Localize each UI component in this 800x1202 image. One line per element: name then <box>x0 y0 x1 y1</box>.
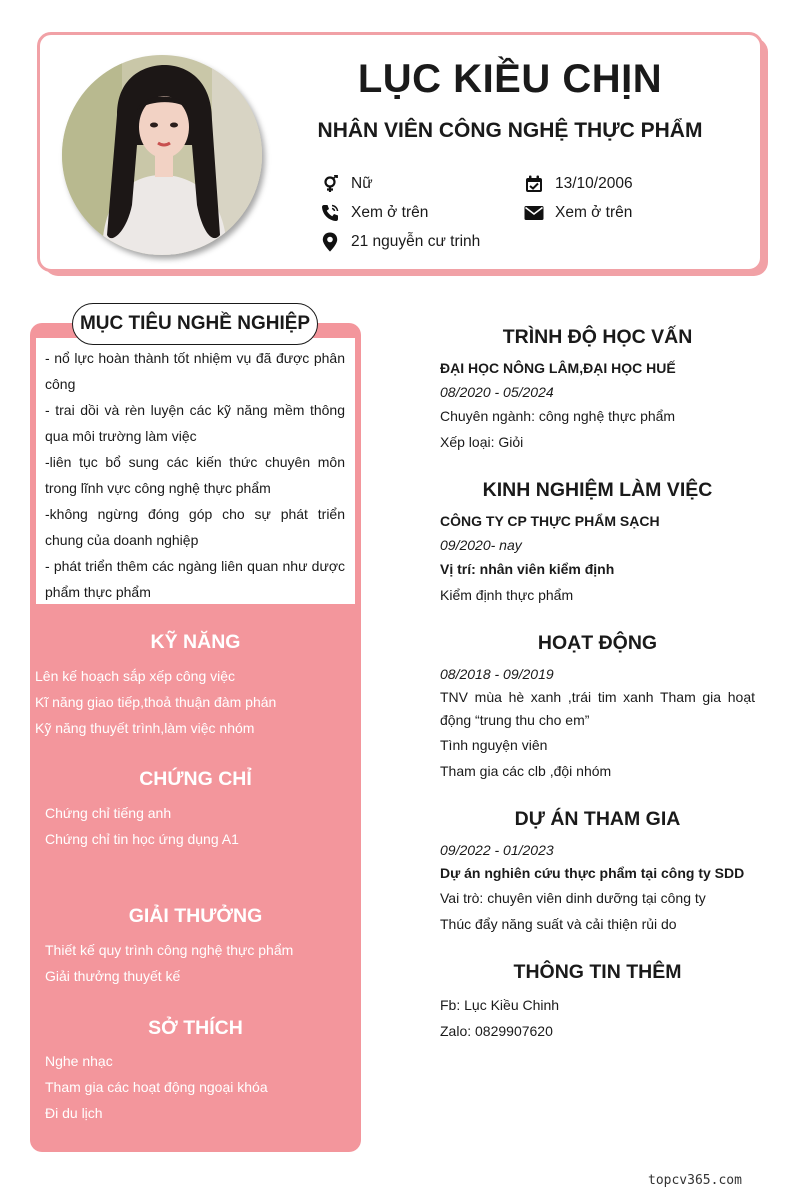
experience-position: Vị trí: nhân viên kiểm định <box>440 561 615 577</box>
activities-period: 08/2018 - 09/2019 <box>440 666 554 682</box>
education-major: Chuyên ngành: công nghệ thực phẩm <box>440 408 676 424</box>
project-name: Dự án nghiên cứu thực phẩm tại công ty SDD <box>440 865 745 881</box>
skill-item: Lên kế hoạch sắp xếp công việc <box>35 668 236 684</box>
hobby-item: Nghe nhạc <box>45 1053 113 1069</box>
email-value: Xem ở trên <box>555 204 633 221</box>
job-title: NHÂN VIÊN CÔNG NGHỆ THỰC PHẨM <box>317 119 703 142</box>
birthdate-info <box>524 174 633 194</box>
education-period: 08/2020 - 05/2024 <box>440 384 554 400</box>
experience-description: Kiểm định thực phẩm <box>440 587 574 603</box>
address-info <box>320 232 480 252</box>
hobby-item: Tham gia các hoạt động ngoại khóa <box>45 1079 268 1095</box>
hobby-item: Đi du lịch <box>45 1105 103 1121</box>
certificate-item: Chứng chỉ tiếng anh <box>45 805 172 821</box>
phone-value: Xem ở trên <box>351 204 429 221</box>
award-item: Giải thưởng thuyết kế <box>45 968 181 984</box>
activities-line: Tham gia các clb ,đội nhóm <box>440 763 612 779</box>
hobbies-title: SỞ THÍCH <box>148 1017 243 1039</box>
gender-value: Nữ <box>351 175 373 192</box>
skill-item: Kỹ năng thuyết trình,làm việc nhóm <box>35 720 255 736</box>
experience-company: CÔNG TY CP THỰC PHẨM SẠCH <box>440 513 660 529</box>
project-description: Thúc đẩy năng suất và cải thiện rủi do <box>440 916 677 932</box>
phone-icon <box>320 203 340 223</box>
certificates-title: CHỨNG CHỈ <box>139 768 252 790</box>
objective-line: -không ngừng đóng góp cho sự phát triển chung của doanh nghiệp <box>45 506 345 548</box>
education-title: TRÌNH ĐỘ HỌC VẤN <box>502 326 693 348</box>
education-school: ĐẠI HỌC NÔNG LÂM,ĐẠI HỌC HUẾ <box>440 360 676 376</box>
career-objective-text <box>45 345 345 605</box>
header-card <box>37 32 763 272</box>
experience-period: 09/2020- nay <box>440 537 522 553</box>
activities-line: Tình nguyện viên <box>440 737 548 753</box>
gender-info <box>320 174 373 194</box>
activities-line: TNV mùa hè xanh ,trái tim xanh Tham gia hoạt động “trung thu cho em” <box>440 689 755 728</box>
award-item: Thiết kế quy trình công nghệ thực phẩm <box>45 942 294 958</box>
zalo-contact: Zalo: 0829907620 <box>440 1023 553 1039</box>
objective-line: -liên tục bổ sung các kiến thức chuyên môn trong lĩnh vực công nghệ thực phẩm <box>45 454 345 496</box>
education-rank: Xếp loại: Giỏi <box>440 434 524 450</box>
facebook-contact: Fb: Lục Kiều Chinh <box>440 997 560 1013</box>
objective-line: - nổ lực hoàn thành tốt nhiệm vụ đã được phân công <box>45 350 345 392</box>
experience-title: KINH NGHIỆM LÀM VIỆC <box>482 479 713 501</box>
skill-item: Kĩ năng giao tiếp,thoả thuận đàm phán <box>35 694 277 710</box>
phone-info <box>320 203 428 223</box>
location-icon <box>320 232 340 252</box>
calendar-icon <box>524 174 544 194</box>
awards-title: GIẢI THƯỞNG <box>128 905 263 927</box>
extra-info-title: THÔNG TIN THÊM <box>513 961 682 983</box>
activities-title: HOẠT ĐỘNG <box>537 632 658 654</box>
email-info <box>524 203 632 223</box>
project-role: Vai trò: chuyên viên dinh dưỡng tại công ty <box>440 890 706 906</box>
skills-title: KỸ NĂNG <box>150 631 241 653</box>
birthdate-value: 13/10/2006 <box>555 175 633 192</box>
address-value: 21 nguyễn cư trinh <box>351 233 481 250</box>
career-objective-title: MỤC TIÊU NGHỀ NGHIỆP <box>72 303 318 345</box>
project-period: 09/2022 - 01/2023 <box>440 842 554 858</box>
objective-line: - phát triển thêm các ngàng liên quan như dược phẩm thực phẩm <box>45 558 345 600</box>
avatar <box>62 55 262 255</box>
gender-icon <box>320 174 340 194</box>
objective-line: - trai dồi và rèn luyện các kỹ năng mềm thông qua môi trường làm việc <box>45 402 345 444</box>
email-icon <box>524 203 544 223</box>
certificate-item: Chứng chỉ tin học ứng dụng A1 <box>45 831 239 847</box>
candidate-name: LỤC KIỀU CHỊN <box>357 57 663 101</box>
projects-title: DỰ ÁN THAM GIA <box>514 808 681 830</box>
watermark: topcv365.com <box>648 1173 742 1188</box>
portrait-image <box>62 55 262 255</box>
